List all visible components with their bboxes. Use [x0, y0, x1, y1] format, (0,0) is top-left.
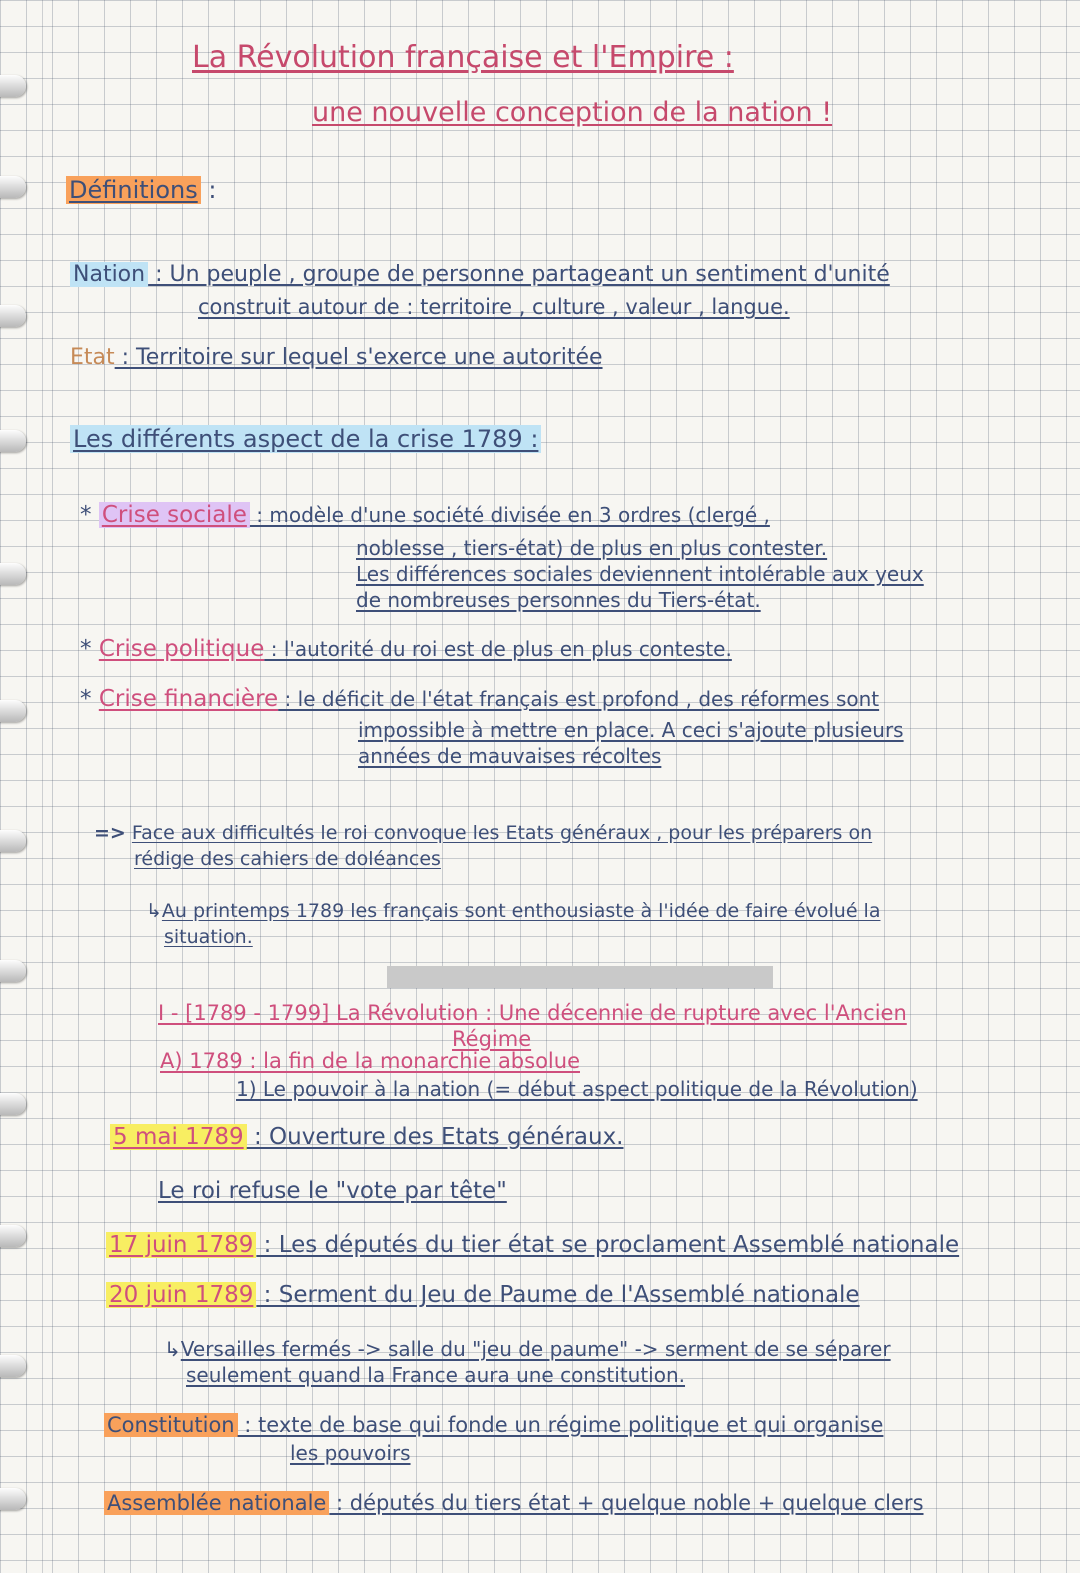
crise-politique-term: Crise politique: [98, 636, 265, 662]
crise-financiere: [80, 686, 879, 712]
bullet: *: [80, 502, 92, 528]
crise-financiere-term: Crise financière: [98, 686, 279, 712]
definition-assemblee: [104, 1490, 924, 1516]
crises-heading-label: Les différents aspect de la crise 1789 :: [70, 425, 541, 453]
versailles-text: Versailles fermés -> salle du "jeu de paume" -> serment de se séparer: [180, 1337, 891, 1361]
return-arrow-icon: ↳: [164, 1337, 181, 1361]
crise-politique-text: : l'autorité du roi est de plus en plus conteste.: [264, 637, 732, 661]
crise-financiere-line3: années de mauvaises récoltes: [358, 744, 662, 768]
consequence: [94, 820, 872, 846]
nation-text: : Un peuple , groupe de personne partageant un sentiment d'unité: [148, 262, 890, 287]
binder-ring: [0, 1488, 26, 1510]
return-arrow-icon: ↳: [146, 900, 162, 922]
definitions-heading-suffix: :: [200, 176, 217, 204]
consequence-sub-text: Au printemps 1789 les français sont enthousiaste à l'idée de faire évolué la: [161, 900, 881, 922]
event-text: : Ouverture des Etats généraux.: [246, 1124, 624, 1150]
definition-constitution: [104, 1412, 883, 1438]
event-date: 20 juin 1789: [106, 1282, 256, 1308]
consequence-text: Face aux difficultés le roi convoque les Etats généraux , pour les préparers on: [131, 822, 873, 844]
event-20-juin: [106, 1282, 860, 1308]
versailles-text-line2: seulement quand la France aura une constitution.: [186, 1363, 686, 1387]
consequence-line2: rédige des cahiers de doléances: [134, 848, 441, 870]
event-text: : Serment du Jeu de Paume de l'Assemblé nationale: [256, 1282, 860, 1308]
part1-heading-line2: Régime: [452, 1027, 532, 1051]
crise-sociale-line4: de nombreuses personnes du Tiers-état.: [356, 588, 761, 612]
crise-politique: [80, 636, 732, 662]
crise-sociale-line3: Les différences sociales deviennent intolérable aux yeux: [356, 562, 924, 586]
constitution-term: Constitution: [104, 1413, 238, 1437]
crise-sociale: [80, 502, 770, 528]
consequence-sub: [146, 898, 880, 924]
crise-sociale-term: Crise sociale: [99, 502, 250, 528]
event-date: 5 mai 1789: [110, 1124, 247, 1150]
binder-ring: [0, 430, 26, 452]
crise-sociale-text: : modèle d'une société divisée en 3 ordres (clergé ,: [249, 503, 770, 527]
consequence-sub-line2: situation.: [164, 926, 253, 948]
etat-text: : Territoire sur lequel s'exerce une autoritée: [114, 345, 603, 370]
binder-ring: [0, 305, 26, 327]
crise-financiere-text: : le déficit de l'état français est profond , des réformes sont: [278, 687, 880, 711]
crise-sociale-line2: noblesse , tiers-état) de plus en plus contester.: [356, 536, 828, 560]
event-17-juin: [106, 1232, 959, 1258]
crises-heading: [70, 426, 541, 452]
bullet: *: [80, 686, 92, 712]
binder-ring: [0, 960, 26, 982]
nation-text-line2: construit autour de : territoire , culture , valeur , langue.: [198, 295, 790, 319]
versailles-note: [164, 1336, 891, 1362]
redacted-bar: [387, 966, 773, 988]
definition-etat: [70, 345, 603, 371]
bullet: *: [80, 636, 92, 662]
binder-ring: [0, 1093, 26, 1115]
page-title: La Révolution française et l'Empire :: [192, 40, 734, 75]
assemblee-term: Assemblée nationale: [104, 1491, 329, 1515]
crise-financiere-line2: impossible à mettre en place. A ceci s'ajoute plusieurs: [358, 718, 904, 742]
part1-heading: I - [1789 - 1799] La Révolution : Une décennie de rupture avec l'Ancien: [158, 1001, 907, 1025]
binder-ring: [0, 563, 26, 585]
constitution-text-line2: les pouvoirs: [290, 1441, 411, 1465]
arrow-icon: =>: [94, 822, 126, 844]
event-5-mai: [110, 1124, 624, 1150]
binder-ring: [0, 700, 26, 722]
page-subtitle: une nouvelle conception de la nation !: [312, 97, 833, 128]
binder-ring: [0, 830, 26, 852]
margin-line: [42, 0, 43, 1573]
etat-term: Etat: [70, 345, 115, 370]
definition-nation: [70, 262, 890, 288]
event-text: : Les députés du tier état se proclament Assemblé nationale: [256, 1232, 960, 1258]
binder-ring: [0, 176, 26, 198]
event-date: 17 juin 1789: [106, 1232, 256, 1258]
assemblee-text: : députés du tiers état + quelque noble + quelque clers: [329, 1491, 924, 1515]
binder-ring: [0, 75, 26, 97]
binder-ring: [0, 1225, 26, 1247]
part1-subheading-a1: 1) Le pouvoir à la nation (= début aspect politique de la Révolution): [236, 1077, 918, 1101]
definitions-heading: [66, 177, 216, 203]
definitions-heading-label: Définitions: [66, 176, 201, 204]
nation-term: Nation: [70, 262, 148, 287]
binder-ring: [0, 1355, 26, 1377]
part1-subheading-a: A) 1789 : la fin de la monarchie absolue: [160, 1049, 580, 1073]
constitution-text: : texte de base qui fonde un régime politique et qui organise: [237, 1413, 884, 1437]
event-vote-par-tete: Le roi refuse le "vote par tête": [158, 1178, 507, 1204]
